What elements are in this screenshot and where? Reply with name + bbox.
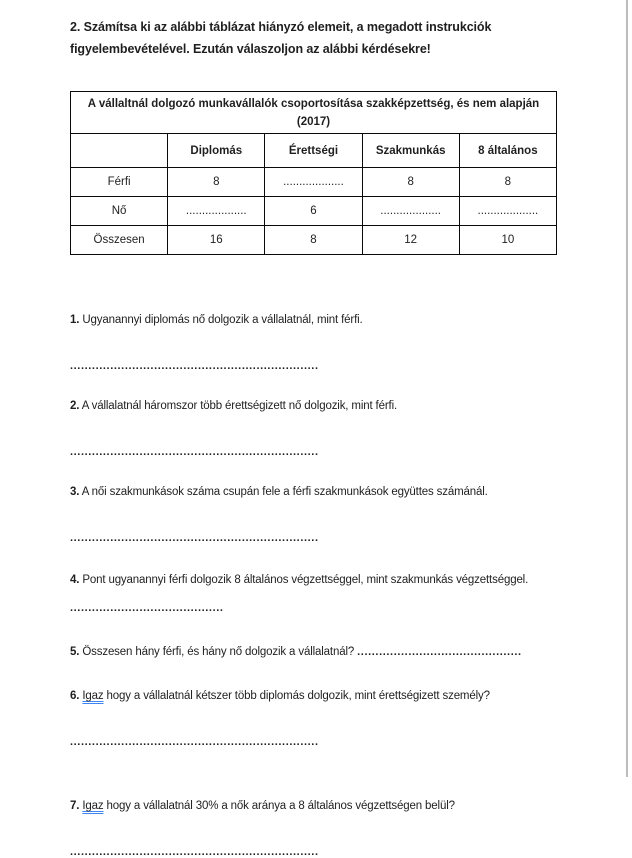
col-header-erettsegi: Érettségi [265, 134, 362, 168]
question-4 [70, 566, 580, 622]
question-text: A női szakmunkások száma csupán fele a férfi szakmunkások együttes számánál. [81, 486, 488, 498]
answer-blank-line[interactable]: .................................................................... [70, 846, 319, 858]
table-row [71, 226, 557, 255]
question-text: Pont ugyanannyi férfi dolgozik 8 általános végzettséggel, mint szakmunkás végzettséggel. [82, 574, 529, 586]
question-1 [70, 312, 580, 329]
question-number: 5. [70, 646, 80, 658]
answer-blank-inline[interactable]: ............................................. [357, 646, 522, 658]
row-label-osszesen: Összesen [71, 226, 168, 255]
row-label-no: Nő [71, 197, 168, 226]
cell-osszesen-erettsegi: 8 [265, 226, 362, 255]
row-label-ferfi: Férfi [71, 168, 168, 197]
question-text: hogy a vállalatnál kétszer több diplomás dolgozik, mint érettségizett személy? [103, 690, 490, 702]
page-right-edge [626, 0, 628, 777]
answer-blank-line[interactable]: .................................................................... [70, 736, 319, 748]
cell-osszesen-8altalanos: 10 [459, 226, 556, 255]
cell-no-szakmunkas-blank[interactable]: ................... [362, 197, 459, 226]
question-text: hogy a vállalatnál 30% a nők aránya a 8 általános végzettségen belül? [103, 800, 455, 812]
cell-ferfi-szakmunkas: 8 [362, 168, 459, 197]
cell-ferfi-erettsegi-blank[interactable]: ................... [265, 168, 362, 197]
question-text: Ugyanannyi diplomás nő dolgozik a vállalatnál, mint férfi. [82, 314, 363, 326]
table-title: A vállaltnál dolgozó munkavállalók csoportosítása szakképzettség, és nem alapján (2017) [71, 92, 557, 134]
cell-ferfi-8altalanos: 8 [459, 168, 556, 197]
grammar-flagged-word: Igaz [82, 690, 104, 702]
col-header-8altalanos: 8 általános [459, 134, 556, 168]
answer-blank-inline[interactable]: .......................................... [70, 602, 224, 614]
cell-osszesen-diplomas: 16 [168, 226, 265, 255]
question-number: 7. [70, 800, 80, 812]
cell-osszesen-szakmunkas: 12 [362, 226, 459, 255]
question-number: 4. [70, 574, 80, 586]
question-5 [70, 644, 580, 661]
workers-table [70, 91, 557, 255]
col-header-empty [71, 134, 168, 168]
col-header-szakmunkas: Szakmunkás [362, 134, 459, 168]
question-number: 6. [70, 690, 80, 702]
cell-no-diplomas-blank[interactable]: ................... [168, 197, 265, 226]
answer-blank-line[interactable]: .................................................................... [70, 360, 319, 372]
question-6 [70, 688, 580, 705]
cell-ferfi-diplomas: 8 [168, 168, 265, 197]
question-text: Összesen hány férfi, és hány nő dolgozik a vállalatnál? [82, 646, 358, 658]
cell-no-8altalanos-blank[interactable]: ................... [459, 197, 556, 226]
answer-blank-line[interactable]: .................................................................... [70, 446, 319, 458]
question-number: 2. [70, 400, 80, 412]
table-header-row [71, 134, 557, 168]
question-2 [70, 398, 580, 415]
question-7 [70, 798, 580, 815]
answer-blank-line[interactable]: .................................................................... [70, 532, 319, 544]
col-header-diplomas: Diplomás [168, 134, 265, 168]
table-row [71, 197, 557, 226]
question-number: 3. [70, 486, 80, 498]
table-row [71, 168, 557, 197]
grammar-flagged-word: Igaz [82, 800, 104, 812]
exercise-instruction: 2. Számítsa ki az alábbi táblázat hiányzó elemeit, a megadott instrukciók figyelembevételével. Ezután válaszoljon az alábbi kérdésekre! [70, 20, 492, 56]
question-text: A vállalatnál háromszor több érettségizett nő dolgozik, mint férfi. [81, 400, 398, 412]
question-number: 1. [70, 314, 80, 326]
question-3 [70, 484, 580, 501]
questions-section [70, 312, 580, 858]
cell-no-erettsegi: 6 [265, 197, 362, 226]
table-title-row [71, 92, 557, 134]
